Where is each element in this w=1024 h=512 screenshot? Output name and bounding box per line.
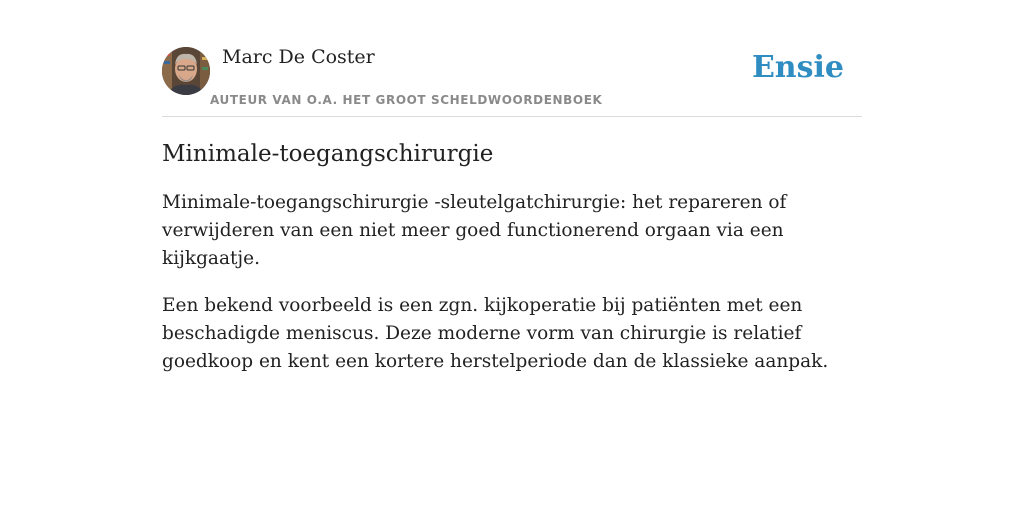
article-paragraph: Minimale-toegangschirurgie -sleutelgatchirurgie: het repareren of verwijderen van een niet meer goed functionerend orgaan via een kijkgaatje. xyxy=(162,192,787,269)
article-card xyxy=(162,44,862,376)
article-title: Minimale-toegangschirurgie xyxy=(162,141,494,167)
author-photo-icon xyxy=(162,47,210,95)
author-subtitle: AUTEUR VAN O.A. HET GROOT SCHELDWOORDENBOEK xyxy=(210,93,603,107)
author-name[interactable]: Marc De Coster xyxy=(222,46,375,68)
author-avatar[interactable] xyxy=(162,47,210,95)
ensie-logo[interactable]: Ensie xyxy=(751,50,844,85)
author-header xyxy=(162,44,862,117)
article-paragraph: Een bekend voorbeeld is een zgn. kijkoperatie bij patiënten met een beschadigde meniscus. Deze moderne vorm van chirurgie is relatief goedkoop en kent een kortere herstelperiode dan de klassieke aanpak. xyxy=(162,295,829,372)
